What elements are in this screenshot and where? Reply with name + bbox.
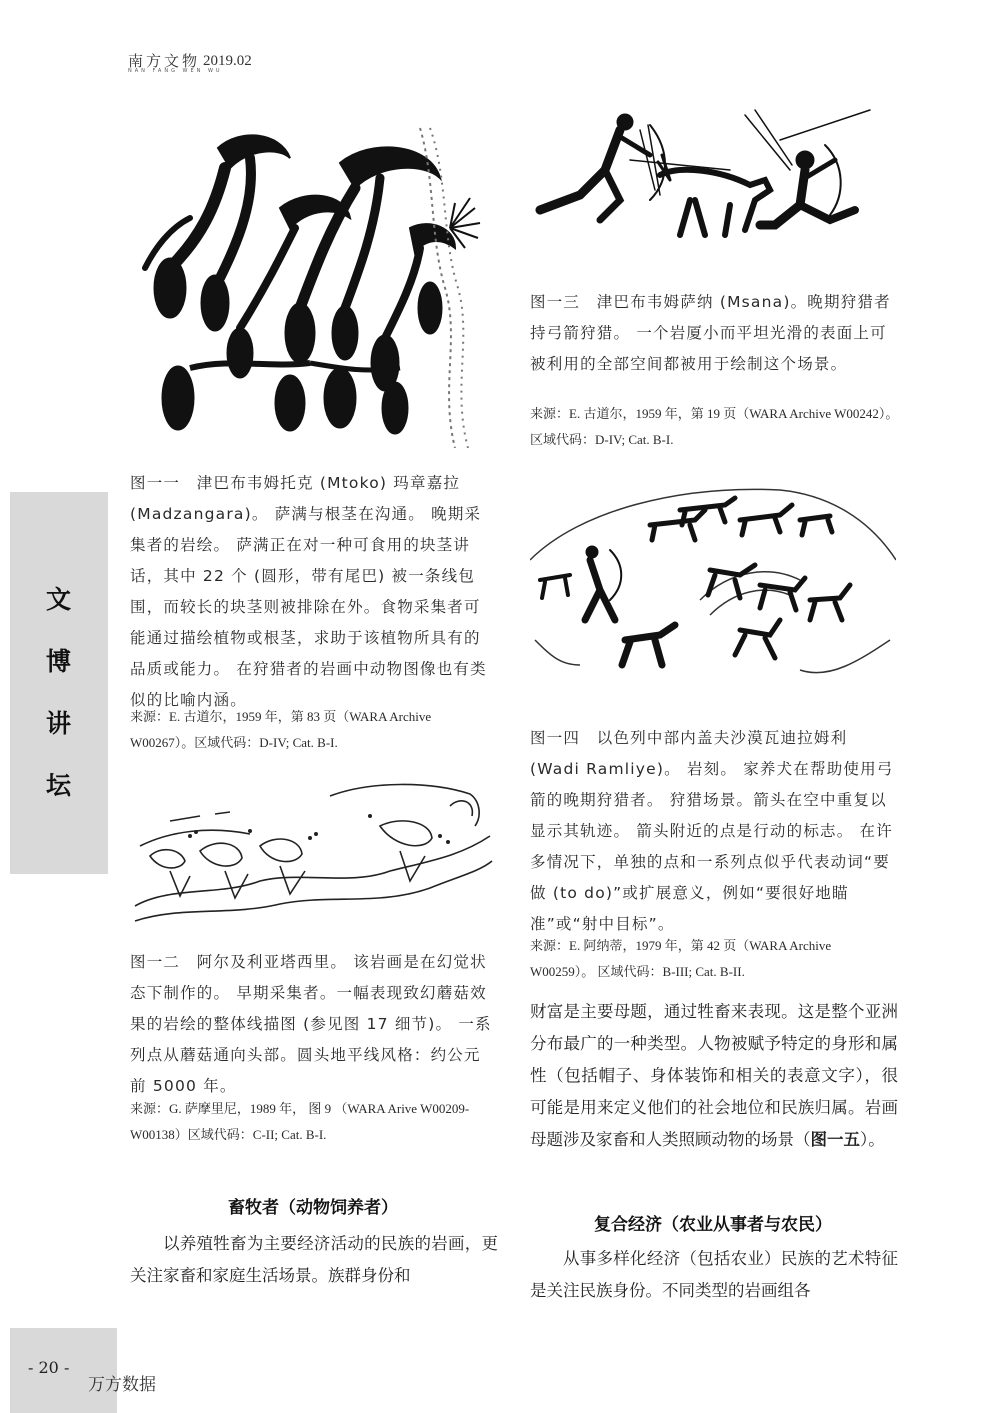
figure-12-illustration [130, 776, 496, 936]
figure-13-source: 来源：E. 古道尔，1959 年，第 19 页（WARA Archive W00242）。 区域代码：D-IV; Cat. B-I. [530, 406, 905, 447]
paragraph-text: 财富是主要母题，通过牲畜来表现。这是整个亚洲分布最广的一种类型。人物被赋予特定的身形和属性（包括帽子、身体装饰和相关的表意文字），很可能是用来定义他们的社会地位和民族归属。岩画母题涉及家畜和人类照顾动物的场景（ [530, 1002, 898, 1149]
figure-14-source: 来源：E. 阿纳蒂，1979 年，第 42 页（WARA Archive W00259）。 区域代码：B-III; Cat. B-II. [530, 938, 832, 979]
figure-13-caption: 图一三 津巴布韦姆萨纳 (Msana)。晚期狩猎者持弓箭狩猎。 一个岩厦小而平坦光滑的表面上可被利用的全部空间都被用于绘制这个场景。 [530, 293, 891, 373]
figure-11-caption: 图一一 津巴布韦姆托克 (Mtoko) 玛章嘉拉 (Madzangara)。 萨满与根茎在沟通。 晚期采集者的岩绘。 萨满正在对一种可食用的块茎讲话，其中 22 个 (圆形，带有尾巴) 被一条线包围，而较长的块茎则被排除在外。食物采集者可能通过描绘植物或根茎，求助于该植物所具有的品质或能力。 在狩猎者的岩画中动物图像也有类似的比喻内涵。 [130, 474, 487, 709]
figure-12-source: 来源：G. 萨摩里尼，1989 年， 图 9 （WARA Arive W00209-W00138）区域代码：C-II; Cat. B-I. [130, 1101, 470, 1142]
section-heading-herders: 畜牧者（动物饲养者） [228, 1198, 398, 1218]
side-tab-char: 坛 [46, 771, 72, 800]
side-tab-char: 讲 [46, 709, 72, 738]
section-paragraph-herders-continued [530, 996, 898, 1156]
figure-11-source: 来源：E. 古道尔，1959 年，第 83 页（WARA Archive W00267）。区域代码：D-IV; Cat. B-I. [130, 709, 432, 750]
side-tab-char: 文 [46, 585, 72, 614]
journal-logo: 南方文物 [128, 52, 201, 70]
figure-15-reference: 图一五 [810, 1130, 860, 1149]
figure-12-caption: 图一二 阿尔及利亚塔西里。 该岩画是在幻觉状态下制作的。 早期采集者。一幅表现致幻蘑菇效果的岩绘的整体线描图 (参见图 17 细节)。 一系列点从蘑菇通向头部。圆头地平线风格：约公元前 5000 年。 [130, 953, 492, 1095]
page-number: - 20 - [28, 1358, 70, 1377]
figure-14-illustration [530, 480, 896, 700]
section-paragraph-mixed-economy: 从事多样化经济（包括农业）民族的艺术特征是关注民族身份。不同类型的岩画组各 [530, 1249, 898, 1300]
section-side-tab [10, 492, 108, 874]
figure-11-illustration [130, 118, 490, 448]
watermark: 万方数据 [88, 1375, 156, 1395]
section-paragraph-herders: 以养殖牲畜为主要经济活动的民族的岩画，更关注家畜和家庭生活场景。族群身份和 [130, 1234, 498, 1285]
issue-number: 2019.02 [203, 53, 252, 69]
section-heading-mixed-economy: 复合经济（农业从事者与农民） [594, 1215, 832, 1235]
paragraph-text-end: ）。 [860, 1130, 885, 1149]
figure-14-caption: 图一四 以色列中部内盖夫沙漠瓦迪拉姆利 (Wadi Ramliye)。 岩刻。 家养犬在帮助使用弓箭的晚期狩猎者。 狩猎场景。箭头在空中重复以显示其轨迹。 箭头附近的点是行动的标志。 在许多情况下，单独的点和一系列点似乎代表动词“要做 (to do)”或扩展意义，例如“要很好地瞄准”或“射中目标”。 [530, 729, 894, 933]
side-tab-char: 博 [46, 647, 72, 676]
figure-13-illustration [530, 100, 896, 275]
journal-logo-pinyin: NAN FANG WEN WU [128, 68, 223, 74]
